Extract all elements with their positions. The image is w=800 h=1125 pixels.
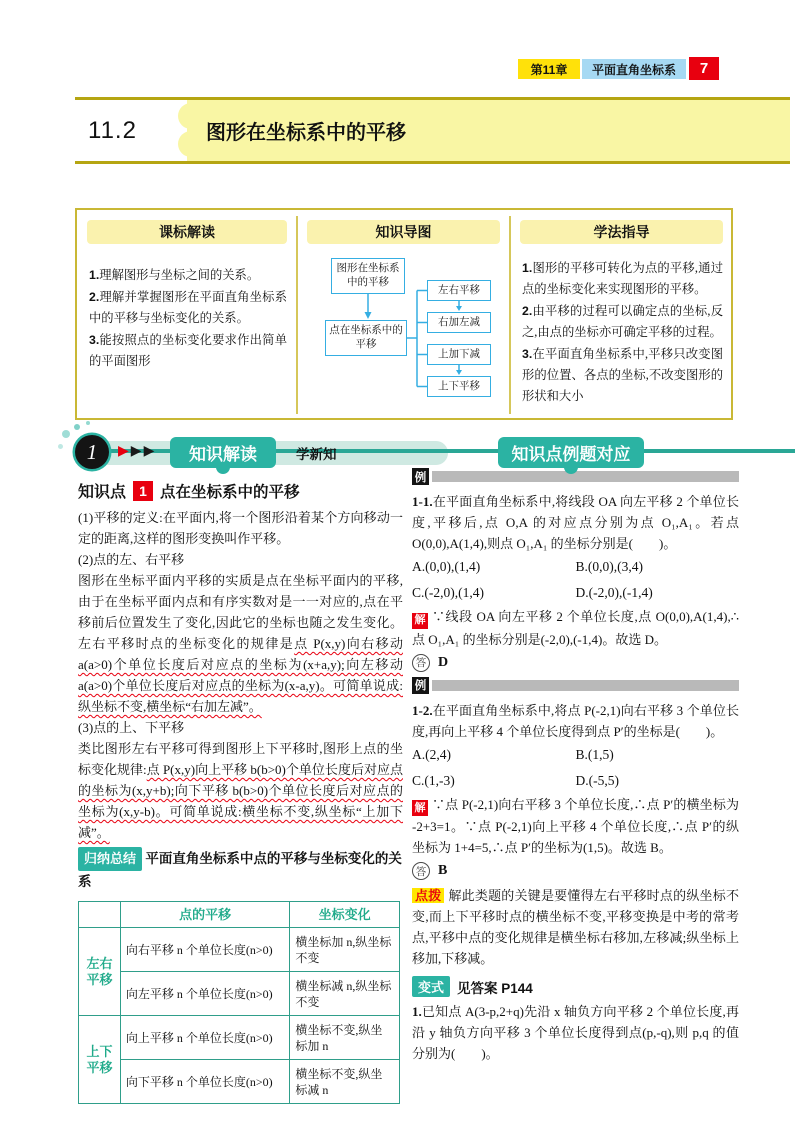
example-badge: 例 bbox=[412, 677, 429, 694]
diagram-node-root: 图形在坐标系中的平移 bbox=[331, 258, 405, 294]
answer-badge: 答 bbox=[412, 862, 430, 880]
knowledge-column bbox=[78, 479, 403, 1104]
tab-knowledge-read: 知识解读 bbox=[170, 437, 276, 468]
variant-answer-ref: 见答案 P144 bbox=[457, 980, 533, 996]
answer-value: B bbox=[438, 863, 448, 878]
triangle-arrows-icon: ▶▶▶ bbox=[118, 444, 157, 459]
study-guide-header: 学法指导 bbox=[520, 220, 723, 244]
summary-title: 平面直角坐标系中点的平移与坐标变化的关系 bbox=[78, 851, 402, 889]
option-d: D.(-2,0),(-1,4) bbox=[575, 585, 653, 600]
diagram-node-child: 点在坐标系中的平移 bbox=[325, 320, 407, 356]
item-text: 理解并掌握图形在平面直角坐标系中的平移与坐标变化的关系。 bbox=[89, 290, 287, 325]
table-row: 向左平移 n 个单位长度(n>0) 横坐标减 n,纵坐标不变 bbox=[79, 972, 400, 1016]
list-item bbox=[89, 287, 287, 329]
item-text: 能按照点的坐标变化要求作出简单的平面图形 bbox=[89, 333, 287, 368]
examples-column bbox=[412, 463, 739, 1064]
knowledge-point-number-badge: 1 bbox=[133, 481, 153, 501]
section-number: 11.2 bbox=[88, 116, 137, 144]
option-row bbox=[412, 742, 739, 768]
dot-decoration-icon bbox=[74, 424, 80, 430]
overview-box bbox=[75, 208, 733, 420]
key-sentence: 点 P(x,y)向上平移 b(b>0)个单位长度后对应点的坐标为(x,y+b);向下平移 b(b>0)个单位长度后对应点的坐标为(x,y-b)。可简单说成:横坐标不变,纵坐标“上加下减”。 bbox=[78, 762, 403, 840]
diagram-leaf: 左右平移 bbox=[427, 280, 491, 301]
table-row: 上下平移 向上平移 n 个单位长度(n>0) 横坐标不变,纵坐标加 n bbox=[79, 1016, 400, 1060]
knowledge-map-header: 知识导图 bbox=[307, 220, 500, 244]
item-number: 1. bbox=[522, 261, 533, 275]
tab-notch bbox=[216, 466, 230, 474]
item-text: 在平面直角坐标系中,平移只改变图形的位置、各点的坐标,不改变图形的形状和大小 bbox=[522, 347, 723, 403]
variant-row bbox=[412, 976, 739, 997]
key-sentence: 点 P(x,y)向右移动 a(a>0)个单位长度后对应点的坐标为(x+a,y);向左移动 a(a>0)个单位长度后对应点的坐标为(x-a,y)。可简单说成:纵坐标不变,横坐标“右加左减”。 bbox=[78, 636, 403, 714]
study-guide-list bbox=[522, 258, 723, 408]
example-solution: 解 ∵线段 OA 向左平移 2 个单位长度,点 O(0,0),A(1,4),∴点 O₁,A₁ 的坐标分别是(-2,0),(-1,4)。故选 D。 bbox=[412, 609, 739, 647]
translation-table bbox=[78, 901, 400, 1104]
option-row bbox=[412, 554, 739, 580]
example-bar bbox=[432, 680, 739, 691]
knowledge-point-label: 知识点 bbox=[78, 484, 127, 501]
answer-value: D bbox=[438, 654, 449, 670]
item-number: 2. bbox=[522, 304, 533, 318]
example-badge: 例 bbox=[412, 468, 429, 485]
paragraph: 图形在坐标平面内平移的实质是点在坐标平面内的平移,由于在坐标平面内点和有序实数对是一一对应的,点在平移前后位置发生了变化,因此它的坐标也随之发生变化。左右平移时点的坐标变化的规律是点 P(x,y)向右移动 a(a>0)个单位长度后对应点的坐标为(x+a,y);向左移动 a(a>0)个单位长度后对应点的坐标为(x-a,y)。可简单说成:纵坐标不变,横坐标“右加左减”。 bbox=[78, 573, 403, 714]
paragraph: (3)点的上、下平移 bbox=[78, 720, 185, 735]
solution-badge: 解 bbox=[412, 613, 428, 629]
paragraph: 类比图形左右平移可得到图形上下平移时,图形上点的坐标变化规律:点 P(x,y)向上平移 b(b>0)个单位长度后对应点的坐标为(x,y+b);向下平移 b(b>0)个单位长度后对应点的坐标为(x,y-b)。可简单说成:横坐标不变,纵坐标“上加下减”。 bbox=[78, 741, 403, 840]
item-number: 2. bbox=[89, 290, 100, 304]
example-header bbox=[412, 677, 739, 694]
chapter-badge: 第11章 bbox=[518, 59, 580, 79]
item-number: 3. bbox=[89, 333, 100, 347]
option-b: B.(1,5) bbox=[575, 746, 614, 762]
answer-row bbox=[412, 862, 739, 880]
dot-decoration-icon bbox=[58, 444, 63, 449]
page-number-badge: 7 bbox=[689, 57, 719, 80]
option-row bbox=[412, 768, 739, 794]
list-item bbox=[89, 330, 287, 372]
option-c: C.(1,-3) bbox=[412, 772, 455, 788]
solution-badge: 解 bbox=[412, 800, 428, 816]
example-question: 1-1.在平面直角坐标系中,将线段 OA 向左平移 2 个单位长度,平移后,点 O,A 的对应点分别为点 O₁,A₁。若点 O(0,0),A(1,4),则点 O₁,A₁ 的坐标分别是( )。 bbox=[412, 494, 739, 551]
curriculum-list bbox=[89, 265, 287, 373]
table-header-row: 点的平移 坐标变化 bbox=[79, 902, 400, 928]
table-row: 向下平移 n 个单位长度(n>0) 横坐标不变,纵坐标减 n bbox=[79, 1060, 400, 1104]
list-item bbox=[522, 258, 723, 300]
knowledge-map-diagram bbox=[305, 252, 511, 414]
section-index-badge: 1 bbox=[75, 435, 109, 469]
diagram-leaf: 上下平移 bbox=[427, 376, 491, 397]
banner-scallop bbox=[178, 103, 204, 129]
page-title: 图形在坐标系中的平移 bbox=[206, 122, 406, 144]
list-item bbox=[522, 301, 723, 343]
paragraph: (2)点的左、右平移 bbox=[78, 552, 185, 567]
tip-badge: 点拨 bbox=[412, 888, 444, 903]
dot-decoration-icon bbox=[62, 430, 70, 438]
dot-decoration-icon bbox=[86, 421, 90, 425]
example-bar bbox=[432, 471, 739, 482]
option-a: A.(0,0),(1,4) bbox=[412, 559, 481, 574]
example-question: 1-2.在平面直角坐标系中,将点 P(-2,1)向右平移 3 个单位长度,再向上平移 4 个单位长度得到点 P′的坐标是( )。 bbox=[412, 702, 739, 739]
variant-question: 1.已知点 A(3-p,2+q)先沿 x 轴负方向平移 2 个单位长度,再沿 y 轴负方向平移 3 个单位长度得到点(p,-q),则 p,q 的值分别为( )。 bbox=[412, 1004, 739, 1061]
chapter-title-badge: 平面直角坐标系 bbox=[582, 59, 686, 79]
summary-badge: 归纳总结 bbox=[78, 847, 142, 871]
banner-scallop bbox=[178, 131, 204, 157]
item-number: 3. bbox=[522, 347, 533, 361]
summary-line bbox=[78, 847, 403, 893]
section-subtitle: 学新知 bbox=[296, 447, 337, 462]
variant-badge: 变式 bbox=[412, 976, 450, 997]
tab-example-mapping: 知识点例题对应 bbox=[498, 437, 644, 468]
banner-rule-bottom bbox=[75, 161, 790, 164]
option-c: C.(-2,0),(1,4) bbox=[412, 585, 484, 600]
tip-paragraph: 点拨 解此类题的关键是要懂得左右平移时点的纵坐标不变,而上下平移时点的横坐标不变,平移变换是中考的常考点,平移中点的变化规律是横坐标右移加,左移减;纵坐标上移加,下移减。 bbox=[412, 888, 739, 966]
answer-badge: 答 bbox=[412, 654, 430, 672]
diagram-leaf: 上加下减 bbox=[427, 344, 491, 365]
paragraph: (1)平移的定义:在平面内,将一个图形沿着某个方向移动一定的距离,这样的图形变换叫作平移。 bbox=[78, 510, 403, 546]
option-a: A.(2,4) bbox=[412, 746, 451, 762]
option-b: B.(0,0),(3,4) bbox=[575, 559, 643, 574]
item-text: 由平移的过程可以确定点的坐标,反之,由点的坐标亦可确定平移的过程。 bbox=[522, 304, 723, 339]
knowledge-point-title: 点在坐标系中的平移 bbox=[160, 483, 300, 501]
diagram-leaf: 右加左减 bbox=[427, 312, 491, 333]
example-solution: 解 ∵点 P(-2,1)向右平移 3 个单位长度,∴点 P′的横坐标为 -2+3=1。∵点 P(-2,1)向上平移 4 个单位长度,∴点 P′的纵坐标为 1+4=5,∴点 P′的坐标为(1,5)。故选 B。 bbox=[412, 796, 739, 855]
curriculum-header: 课标解读 bbox=[87, 220, 287, 244]
list-item bbox=[522, 344, 723, 407]
item-text: 理解图形与坐标之间的关系。 bbox=[99, 268, 260, 282]
option-row bbox=[412, 580, 739, 606]
item-text: 图形的平移可转化为点的平移,通过点的坐标变化来实现图形的平移。 bbox=[522, 261, 723, 296]
item-number: 1. bbox=[89, 268, 100, 282]
option-d: D.(-5,5) bbox=[575, 772, 619, 788]
column-divider bbox=[296, 216, 298, 414]
answer-row bbox=[412, 654, 739, 672]
table-row: 左右平移 向右平移 n 个单位长度(n>0) 横坐标加 n,纵坐标不变 bbox=[79, 928, 400, 972]
knowledge-point-heading bbox=[78, 479, 403, 502]
list-item bbox=[89, 265, 287, 286]
